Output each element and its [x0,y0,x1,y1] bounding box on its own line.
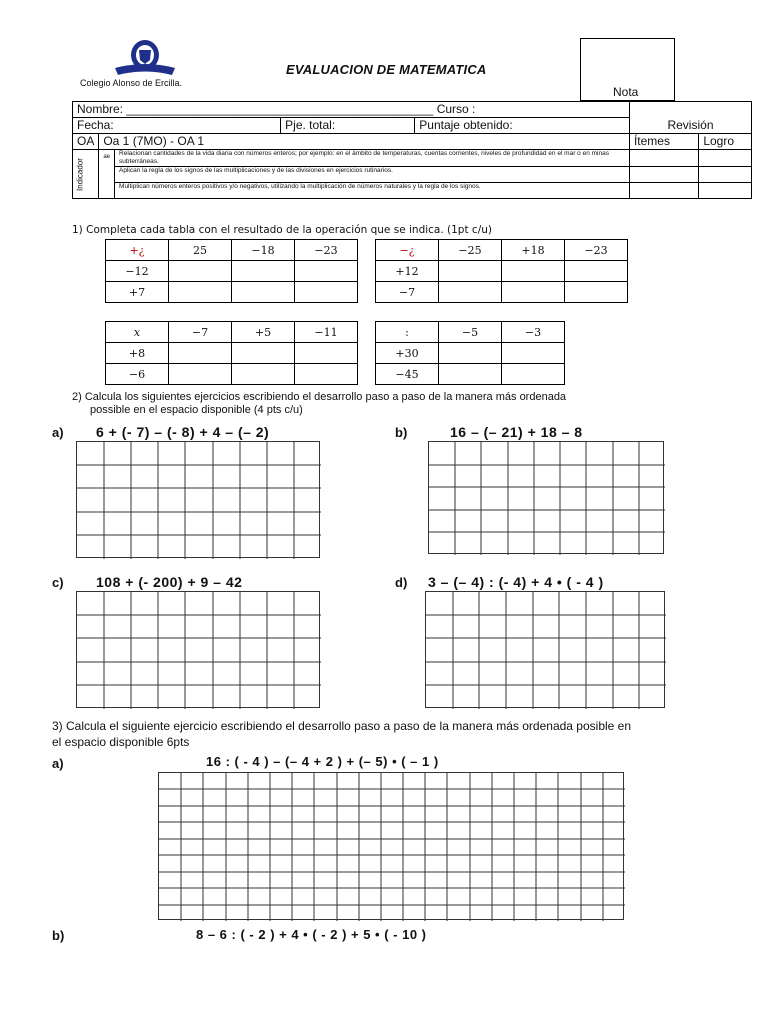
answer-grid[interactable] [428,441,664,554]
row-header: +30 [376,343,439,364]
operation-table [105,321,358,385]
operation-table [375,239,628,303]
logro-label: Logro [699,134,752,150]
operation-table [105,239,358,303]
q3-instruction-line2: el espacio disponible 6pts [52,735,190,749]
answer-cell[interactable] [295,343,358,364]
col-header: −18 [232,240,295,261]
row-header: +8 [106,343,169,364]
school-name: Colegio Alonso de Ercilla. [80,78,183,88]
q2-instruction-line2: possible en el espacio disponible (4 pts c/u) [90,404,303,416]
answer-cell[interactable] [169,364,232,385]
op-symbol: +¿ [106,240,169,261]
col-header: −25 [439,240,502,261]
answer-cell[interactable] [232,364,295,385]
answer-cell[interactable] [169,282,232,303]
operation-table [375,321,565,385]
nombre-field[interactable]: Nombre: ______________________________________________ Curso : [73,102,630,118]
answer-cell[interactable] [169,343,232,364]
answer-cell[interactable] [502,343,565,364]
exercise-label: b) [395,425,408,440]
exercise-expression: 16 – (– 21) + 18 – 8 [450,424,583,440]
row-header: −12 [106,261,169,282]
puntaje-field[interactable]: Puntaje obtenido: [415,118,630,134]
indicador-3: Multiplican números enteros positivos y/o negativos, utilizando la multiplicación de números naturales y la regla de los signos. [115,183,630,199]
op-symbol: x [106,322,169,343]
answer-cell[interactable] [502,364,565,385]
row-header: +12 [376,261,439,282]
col-header: +5 [232,322,295,343]
exercise-expression: 3 – (– 4) : (- 4) + 4 • ( - 4 ) [428,574,604,590]
col-header: −7 [169,322,232,343]
exercise-expression: 6 + (- 7) – (- 8) + 4 – (– 2) [96,424,270,440]
answer-cell[interactable] [169,261,232,282]
answer-cell[interactable] [502,261,565,282]
exercise-expression: 16 : ( - 4 ) – (– 4 + 2 ) + (– 5) • ( – 1 ) [206,754,439,769]
col-header: −11 [295,322,358,343]
col-header: −23 [565,240,628,261]
exercise-expression: 108 + (- 200) + 9 – 42 [96,574,243,590]
exercise-label: a) [52,756,64,771]
answer-cell[interactable] [439,261,502,282]
row-header: −6 [106,364,169,385]
answer-cell[interactable] [232,261,295,282]
oa-value: Oa 1 (7MO) - OA 1 [99,134,630,150]
op-symbol: : [376,322,439,343]
exercise-label: c) [52,575,64,590]
answer-grid[interactable] [76,441,320,558]
q1-instruction: 1) Completa cada tabla con el resultado de la operación que se indica. (1pt c/u) [72,224,492,236]
col-header: 25 [169,240,232,261]
answer-grid[interactable] [158,772,624,920]
answer-grid[interactable] [76,591,320,708]
answer-cell[interactable] [502,282,565,303]
answer-cell[interactable] [295,364,358,385]
exercise-expression: 8 – 6 : ( - 2 ) + 4 • ( - 2 ) + 5 • ( - 10 ) [196,927,427,942]
col-header: −23 [295,240,358,261]
col-header: −3 [502,322,565,343]
fecha-field[interactable]: Fecha: [73,118,281,134]
oa-label: OA [73,134,99,150]
answer-cell[interactable] [439,282,502,303]
q2-instruction-line1: 2) Calcula los siguientes ejercicios escribiendo el desarrollo paso a paso de la manera más ordenada [72,391,567,403]
info-table: Nombre: ______________________________________________ Curso : Fecha: Pje. total: Puntaje obtenido: Revisión OA Oa 1 (7MO) - OA 1 Ítemes Logro Indicador ae Relacionan cantidades de la vida diaria con números enteros; por ejemplo: en el ámbito de temperaturas, cuentas corrientes, niveles de profundidad en el mar o en minas subterráneas. Aplican la regla de los signos de las multiplicaciones y de las divisiones en ejercicios rutinarios. Multiplican números enteros positivos y/o negativos, utilizando la multiplicación de números naturales y la regla de los signos. [72,101,752,199]
pje-total-field[interactable]: Pje. total: [281,118,415,134]
answer-cell[interactable] [295,282,358,303]
indicador-1: Relacionan cantidades de la vida diaria con números enteros; por ejemplo: en el ámbito de temperaturas, cuentas corrientes, niveles de profundidad en el mar o en minas subterráneas. [115,150,630,167]
answer-grid[interactable] [425,591,665,708]
itemes-label: Ítemes [629,134,698,150]
col-header: +18 [502,240,565,261]
exercise-label: a) [52,425,64,440]
indicador-label: Indicador [73,150,99,199]
school-logo [112,38,178,80]
row-header: −45 [376,364,439,385]
q3-instruction-line1: 3) Calcula el siguiente ejercicio escribiendo el desarrollo paso a paso de la manera más ordenada posible en [52,719,632,733]
answer-cell[interactable] [439,343,502,364]
answer-cell[interactable] [439,364,502,385]
row-header: −7 [376,282,439,303]
nota-label: Nota [613,85,639,99]
answer-cell[interactable] [232,343,295,364]
answer-cell[interactable] [565,282,628,303]
row-header: +7 [106,282,169,303]
col-header: −5 [439,322,502,343]
answer-cell[interactable] [232,282,295,303]
answer-cell[interactable] [565,261,628,282]
exercise-label: b) [52,928,65,943]
indicador-2: Aplican la regla de los signos de las multiplicaciones y de las divisiones en ejercicios rutinarios. [115,167,630,183]
op-symbol: −¿ [376,240,439,261]
answer-cell[interactable] [295,261,358,282]
revision-label: Revisión [629,118,751,134]
page-title: EVALUACION DE MATEMATICA [286,62,487,77]
nota-box[interactable] [580,38,675,101]
exercise-label: d) [395,575,408,590]
